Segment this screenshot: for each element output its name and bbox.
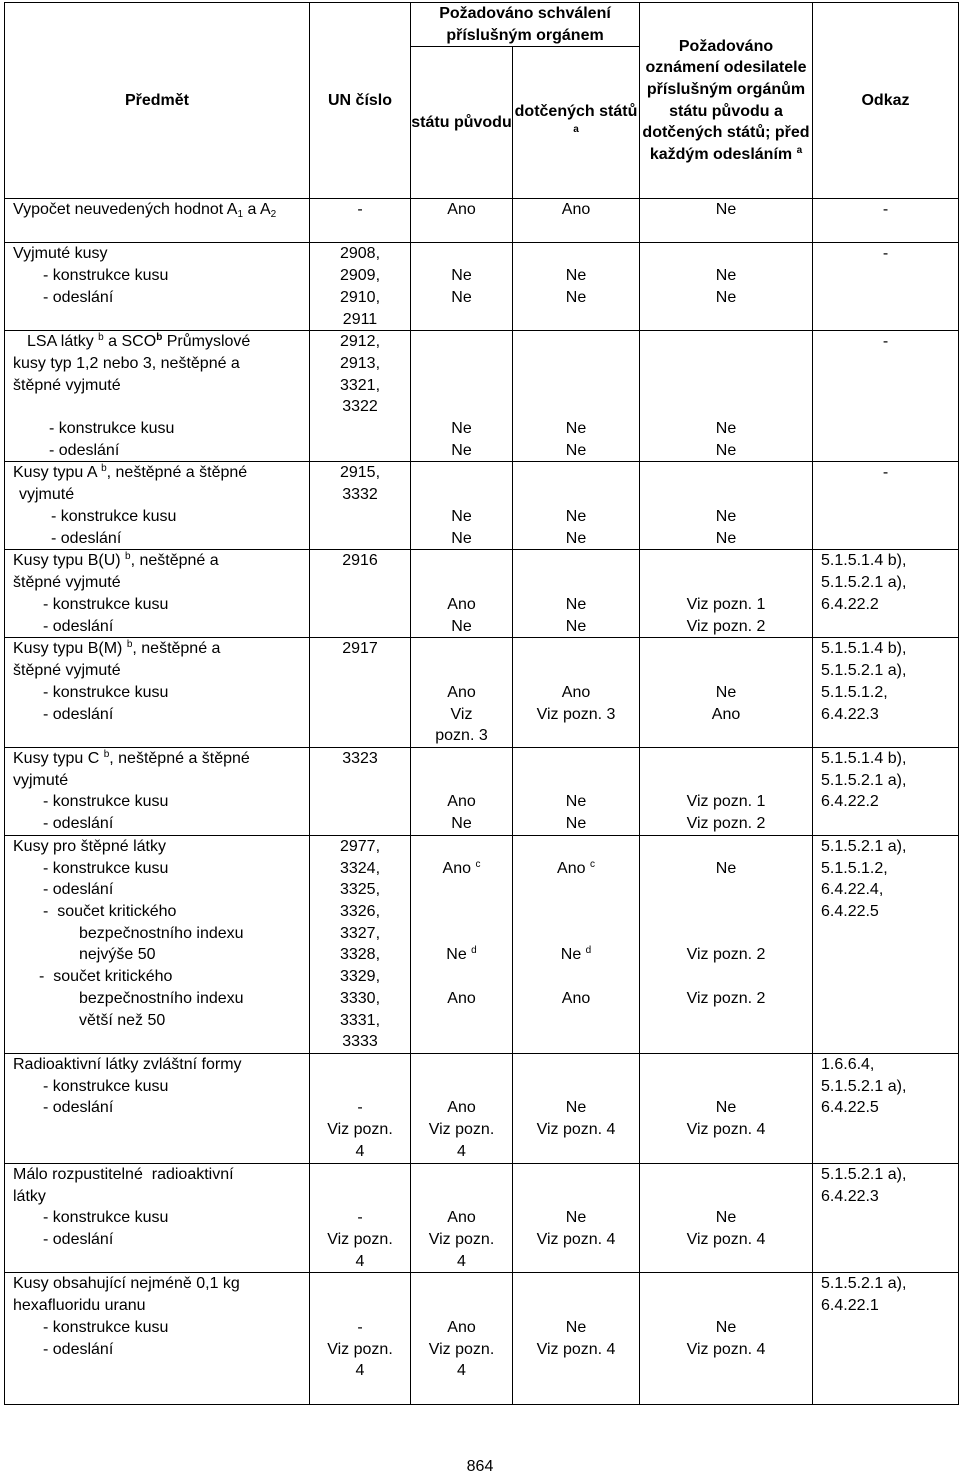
- subject-cell: Kusy typu C $^b$, neštěpné a štěpné vyjmuté - konstrukce kusu - odeslání: [5, 747, 310, 835]
- concerned-cell: Ne Viz pozn. 4: [513, 1053, 640, 1163]
- notif-cell: Ne Ne: [640, 331, 813, 462]
- header-un-number: UN číslo: [310, 3, 411, 199]
- concerned-cell: Ano $^c$ Ne $^d$ Ano: [513, 835, 640, 1053]
- un-cell: - Viz pozn. 4: [310, 1163, 411, 1272]
- origin-cell: Ano $^c$ Ne $^d$ Ano: [411, 835, 513, 1053]
- table-row: [5, 747, 959, 835]
- table-row: [5, 550, 959, 638]
- ref-cell: 5.1.5.2.1 a), 5.1.5.1.2, 6.4.22.4, 6.4.22.5: [813, 835, 959, 1053]
- table-row: [5, 1273, 959, 1405]
- concerned-cell: Ne Ne: [513, 747, 640, 835]
- table-row: [5, 1163, 959, 1272]
- ref-cell: 5.1.5.1.4 b), 5.1.5.2.1 a), 6.4.22.2: [813, 550, 959, 638]
- un-cell: 2977, 3324, 3325, 3326, 3327, 3328, 3329, 3330, 3331, 3333: [310, 835, 411, 1053]
- regulation-table: [4, 2, 959, 1405]
- table-row: [5, 331, 959, 462]
- concerned-cell: Ne Ne: [513, 243, 640, 331]
- table-row: [5, 462, 959, 550]
- origin-cell: Ano: [411, 199, 513, 243]
- un-cell: 2915, 3332: [310, 462, 411, 550]
- subject-cell: Kusy typu B(U) $^b$, neštěpné a štěpné vyjmuté - konstrukce kusu - odeslání: [5, 550, 310, 638]
- ref-cell: -: [813, 243, 959, 331]
- ref-cell: 5.1.5.2.1 a), 6.4.22.1: [813, 1273, 959, 1405]
- subject-cell: Kusy obsahující nejméně 0,1 kg hexafluoridu uranu - konstrukce kusu - odeslání: [5, 1273, 310, 1405]
- notif-cell: Ne Viz pozn. 4: [640, 1053, 813, 1163]
- ref-cell: 5.1.5.2.1 a), 6.4.22.3: [813, 1163, 959, 1272]
- origin-cell: Ano Viz pozn. 4: [411, 1273, 513, 1405]
- concerned-cell: Ne Ne: [513, 462, 640, 550]
- ref-cell: 1.6.6.4, 5.1.5.2.1 a), 6.4.22.5: [813, 1053, 959, 1163]
- origin-cell: Ne Ne: [411, 331, 513, 462]
- header-approval: Požadováno schválení příslušným orgánem: [411, 3, 640, 47]
- concerned-cell: Ne Viz pozn. 4: [513, 1273, 640, 1405]
- notif-cell: Ne Ano: [640, 638, 813, 747]
- origin-cell: Ano Ne: [411, 550, 513, 638]
- un-cell: 2912, 2913, 3321, 3322: [310, 331, 411, 462]
- concerned-cell: Ne Ne: [513, 331, 640, 462]
- un-cell: 2916: [310, 550, 411, 638]
- ref-cell: -: [813, 462, 959, 550]
- concerned-cell: Ano Viz pozn. 3: [513, 638, 640, 747]
- ref-cell: 5.1.5.1.4 b), 5.1.5.2.1 a), 5.1.5.1.2, 6.4.22.3: [813, 638, 959, 747]
- subject-cell: Vypočet neuvedených hodnot $A_1$ a $A_2$: [5, 199, 310, 243]
- table-row: [5, 638, 959, 747]
- concerned-cell: Ne Ne: [513, 550, 640, 638]
- notif-cell: Ne Ne: [640, 462, 813, 550]
- header-states-concerned: dotčených států $^a$: [513, 47, 640, 199]
- subject-cell: Kusy typu A $^b$, neštěpné a štěpné vyjmuté - konstrukce kusu - odeslání: [5, 462, 310, 550]
- subject-cell: Vyjmuté kusy - konstrukce kusu - odeslání: [5, 243, 310, 331]
- subject-cell: Kusy pro štěpné látky - konstrukce kusu - odeslání - součet kritického bezpečnostního indexu nejvýše 50 - součet kritického bezpečnostního indexu větší než 50: [5, 835, 310, 1053]
- header-subject: Předmět: [5, 3, 310, 199]
- notif-cell: Ne Viz pozn. 2 Viz pozn. 2: [640, 835, 813, 1053]
- subject-cell: Málo rozpustitelné radioaktivní látky - konstrukce kusu - odeslání: [5, 1163, 310, 1272]
- subject-cell: Kusy typu B(M) $^b$, neštěpné a štěpné vyjmuté - konstrukce kusu - odeslání: [5, 638, 310, 747]
- origin-cell: Ano Viz pozn. 3: [411, 638, 513, 747]
- ref-cell: -: [813, 199, 959, 243]
- un-cell: 2908, 2909, 2910, 2911: [310, 243, 411, 331]
- notif-cell: Viz pozn. 1 Viz pozn. 2: [640, 550, 813, 638]
- concerned-cell: Ne Viz pozn. 4: [513, 1163, 640, 1272]
- page-number: 864: [466, 1458, 494, 1475]
- origin-cell: Ano Viz pozn. 4: [411, 1163, 513, 1272]
- subject-cell: Radioaktivní látky zvláštní formy - konstrukce kusu - odeslání: [5, 1053, 310, 1163]
- notif-cell: Viz pozn. 1 Viz pozn. 2: [640, 747, 813, 835]
- header-state-origin: státu původu: [411, 47, 513, 199]
- subject-cell: LSA látky $^b$ a SCO$^b$ Průmyslové kusy typ 1,2 nebo 3, neštěpné a štěpné vyjmuté - konstrukce kusu - odeslání: [5, 331, 310, 462]
- table-row: [5, 1053, 959, 1163]
- table-row: [5, 199, 959, 243]
- notif-cell: Ne: [640, 199, 813, 243]
- origin-cell: Ne Ne: [411, 462, 513, 550]
- origin-cell: Ano Viz pozn. 4: [411, 1053, 513, 1163]
- un-cell: - Viz pozn. 4: [310, 1273, 411, 1405]
- notif-cell: Ne Ne: [640, 243, 813, 331]
- un-cell: 3323: [310, 747, 411, 835]
- notif-cell: Ne Viz pozn. 4: [640, 1163, 813, 1272]
- un-cell: -: [310, 199, 411, 243]
- concerned-cell: Ano: [513, 199, 640, 243]
- origin-cell: Ne Ne: [411, 243, 513, 331]
- header-reference: Odkaz: [813, 3, 959, 199]
- un-cell: - Viz pozn. 4: [310, 1053, 411, 1163]
- un-cell: 2917: [310, 638, 411, 747]
- notif-cell: Ne Viz pozn. 4: [640, 1273, 813, 1405]
- ref-cell: 5.1.5.1.4 b), 5.1.5.2.1 a), 6.4.22.2: [813, 747, 959, 835]
- table-row: [5, 243, 959, 331]
- origin-cell: Ano Ne: [411, 747, 513, 835]
- header-notification: Požadováno oznámení odesilatele příslušným orgánům státu původu a dotčených států; před každým odesláním $^a$: [640, 3, 813, 199]
- ref-cell: -: [813, 331, 959, 462]
- table-row: [5, 835, 959, 1053]
